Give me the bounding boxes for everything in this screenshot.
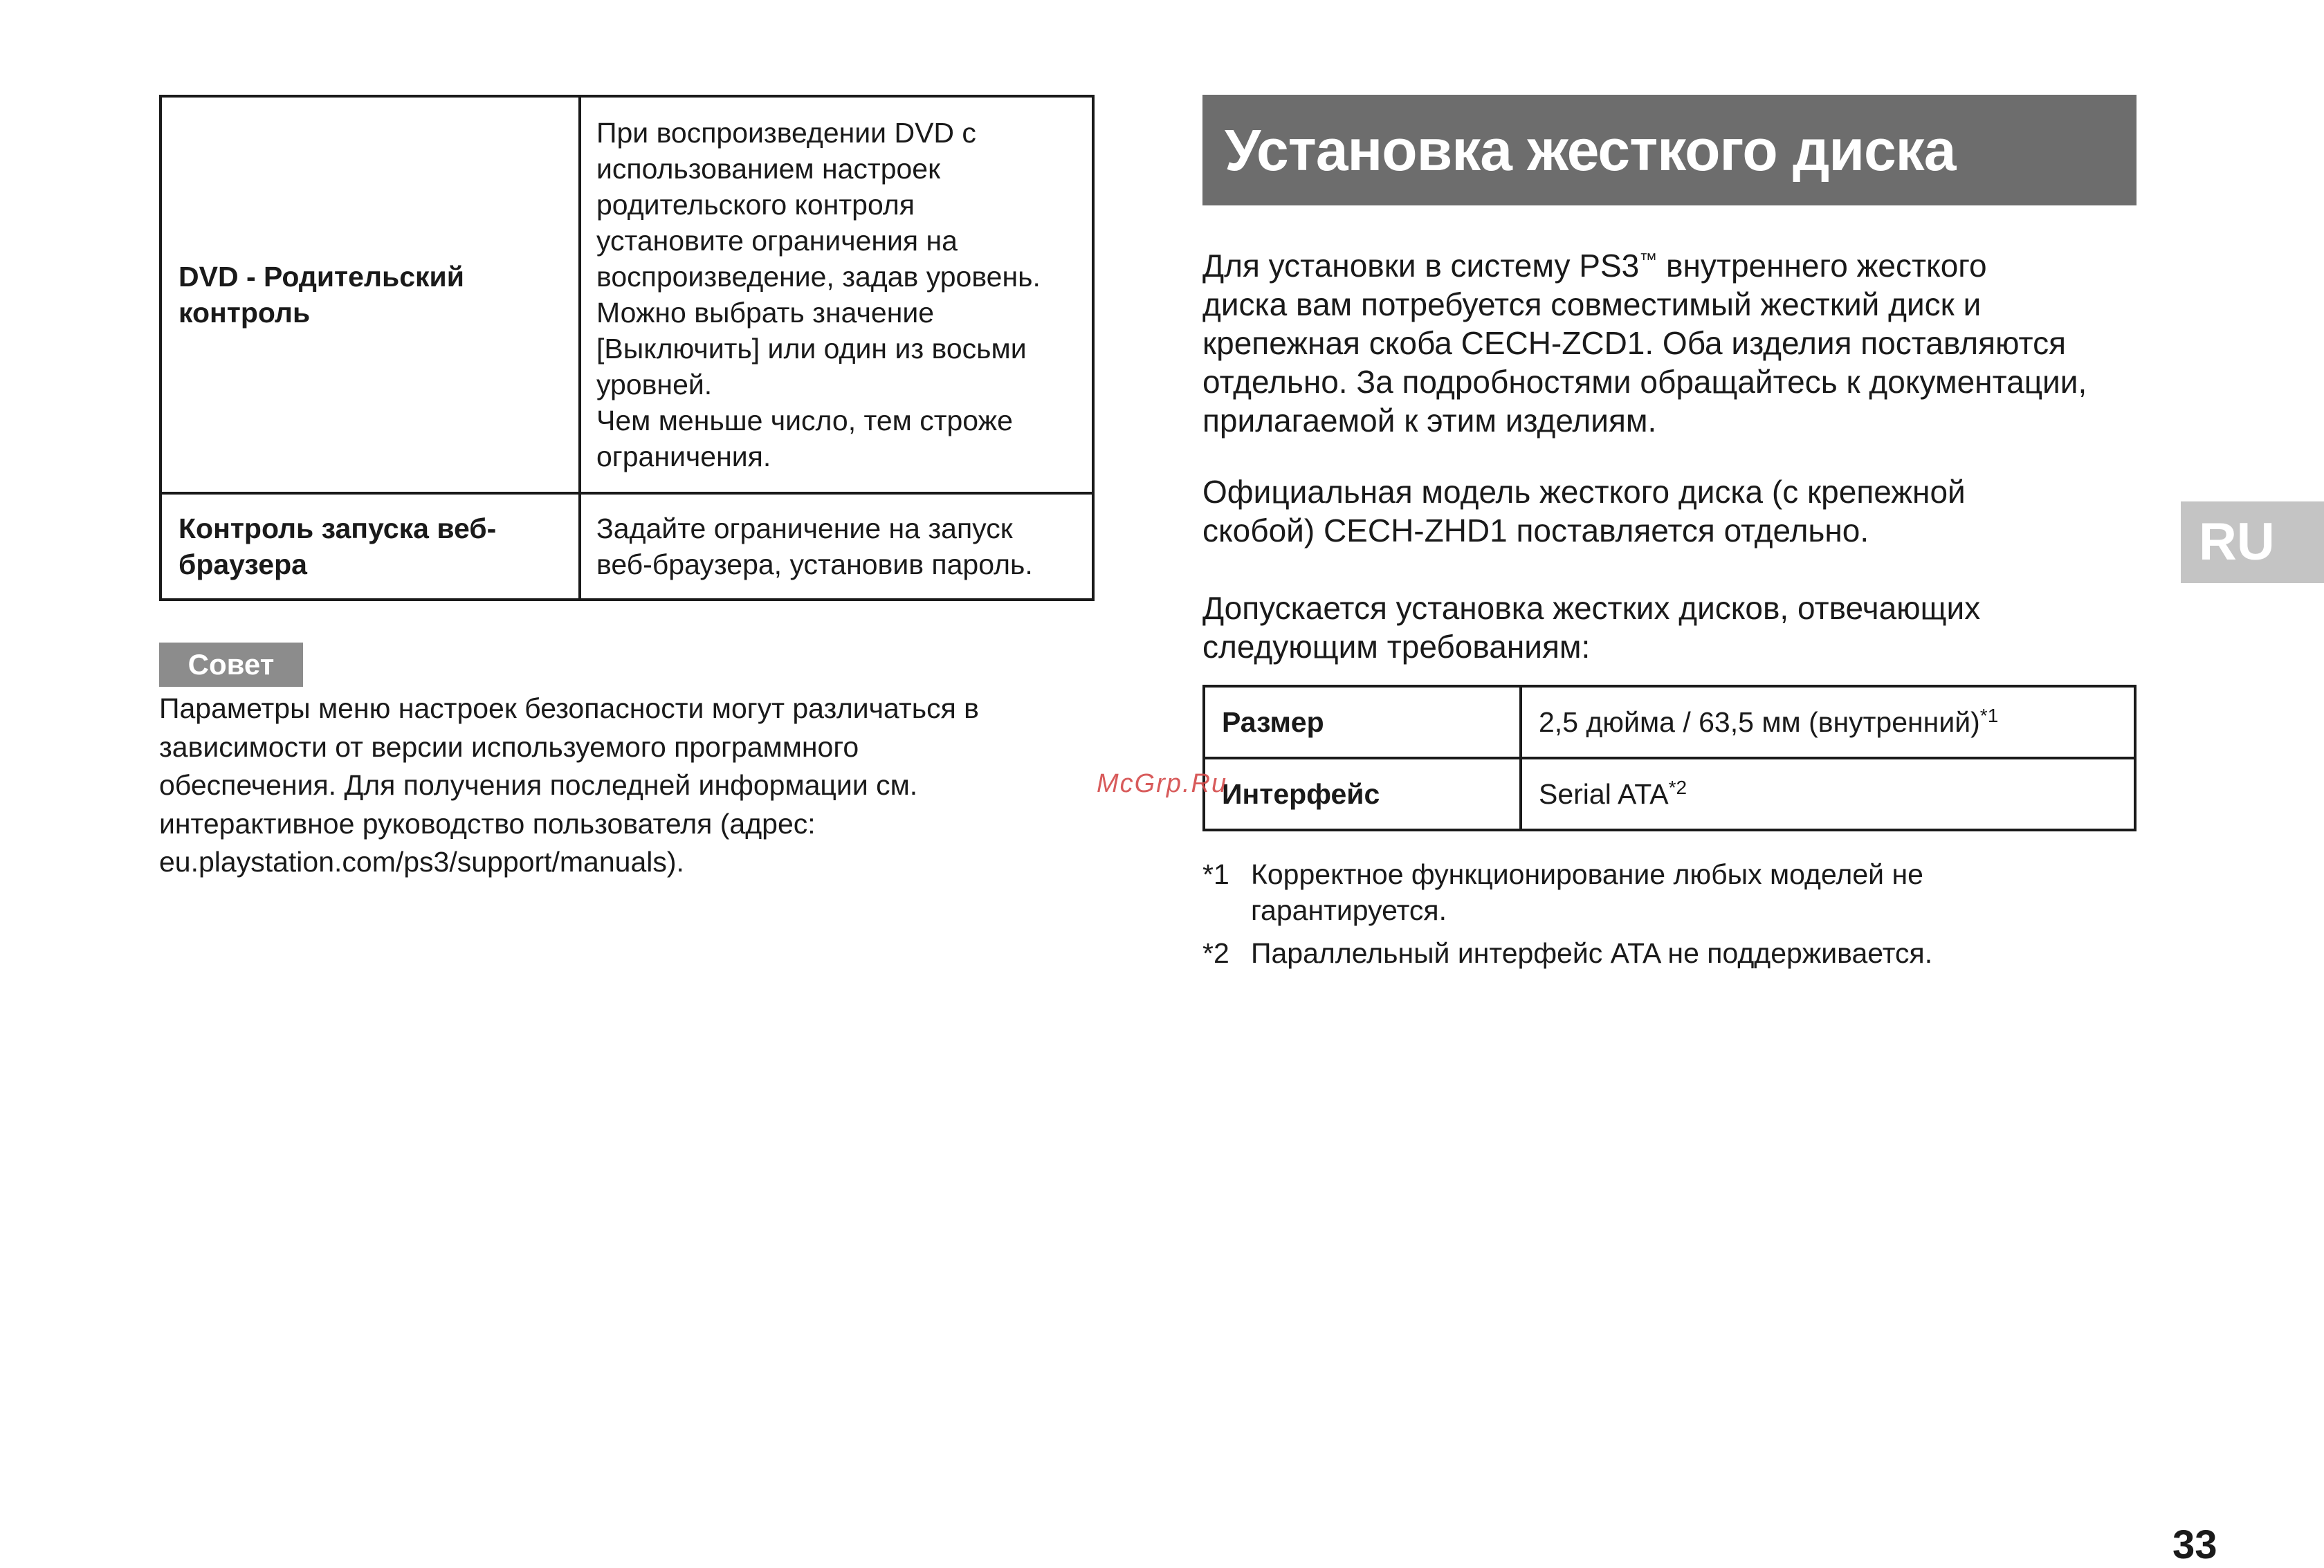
tip-badge: Совет bbox=[159, 643, 303, 687]
hdd-size-label: Размер bbox=[1204, 686, 1521, 758]
intro-text-rest: внутреннего жесткого диска вам потребуется совместимый жесткий диск и крепежная скоба CECH-ZCD1. Оба изделия поставляются отдельно. За подробностями обращайтесь к документации, прилагаемой к этим изделиям. bbox=[1202, 248, 2087, 439]
footnote-mark: *1 bbox=[1202, 858, 1229, 890]
official-model-paragraph: Официальная модель жесткого диска (с крепежной скобой) CECH-ZHD1 поставляется отдельно. bbox=[1202, 474, 1966, 548]
hdd-interface-value bbox=[1521, 758, 2135, 830]
setting-description-browser-start-control: Задайте ограничение на запуск веб-браузера, установив пароль. bbox=[580, 493, 1093, 600]
setting-label-dvd-parental-control: DVD - Родительский контроль bbox=[161, 96, 580, 493]
hdd-interface-label: Интерфейс bbox=[1204, 758, 1521, 830]
footnote-text: Корректное функционирование любых моделей не гарантируется. bbox=[1251, 858, 1923, 926]
hdd-size-text: 2,5 дюйма / 63,5 мм (внутренний) bbox=[1539, 705, 1980, 738]
watermark: McGrp.Ru bbox=[1097, 769, 1228, 798]
footnote-text: Параллельный интерфейс ATA не поддерживается. bbox=[1251, 937, 1933, 969]
table-row bbox=[1204, 758, 2135, 830]
page-number: 33 bbox=[2172, 1522, 2217, 1567]
footnote-1 bbox=[1202, 856, 2143, 928]
hdd-size-value bbox=[1521, 686, 2135, 758]
language-tab: RU bbox=[2181, 501, 2324, 583]
intro-text-start: Для установки в систему PS3 bbox=[1202, 248, 1640, 284]
trademark-symbol: ™ bbox=[1639, 249, 1658, 270]
hdd-requirements-table bbox=[1202, 685, 2137, 831]
table-row bbox=[161, 96, 1093, 493]
table-row bbox=[161, 493, 1093, 600]
footnote-ref-1: *1 bbox=[1979, 704, 1999, 726]
setting-label-browser-start-control: Контроль запуска веб- браузера bbox=[161, 493, 580, 600]
hdd-interface-text: Serial ATA bbox=[1539, 777, 1669, 810]
requirements-paragraph: Допускается установка жестких дисков, отвечающих следующим требованиям: bbox=[1202, 590, 1981, 665]
footnote-2 bbox=[1202, 935, 2143, 971]
tip-text: Параметры меню настроек безопасности могут различаться в зависимости от версии используемого программного обеспечения. Для получения последней информации см. интерактивное руководство пользователя (адрес: eu.playstation.com/ps3/support/manuals). bbox=[159, 692, 979, 878]
intro-paragraph bbox=[1202, 240, 2143, 440]
table-row bbox=[1204, 686, 2135, 758]
setting-description-dvd-parental-control: При воспроизведении DVD с использованием настроек родительского контроля установите ограничения на воспроизведение, задав уровень. Можно выбрать значение [Выключить] или один из восьми уровней. Чем меньше число, тем строже ограничения. bbox=[580, 96, 1093, 493]
footnote-mark: *2 bbox=[1202, 937, 1229, 969]
section-title: Установка жесткого диска bbox=[1202, 95, 2137, 205]
settings-table bbox=[159, 95, 1095, 601]
footnote-ref-2: *2 bbox=[1668, 776, 1687, 798]
